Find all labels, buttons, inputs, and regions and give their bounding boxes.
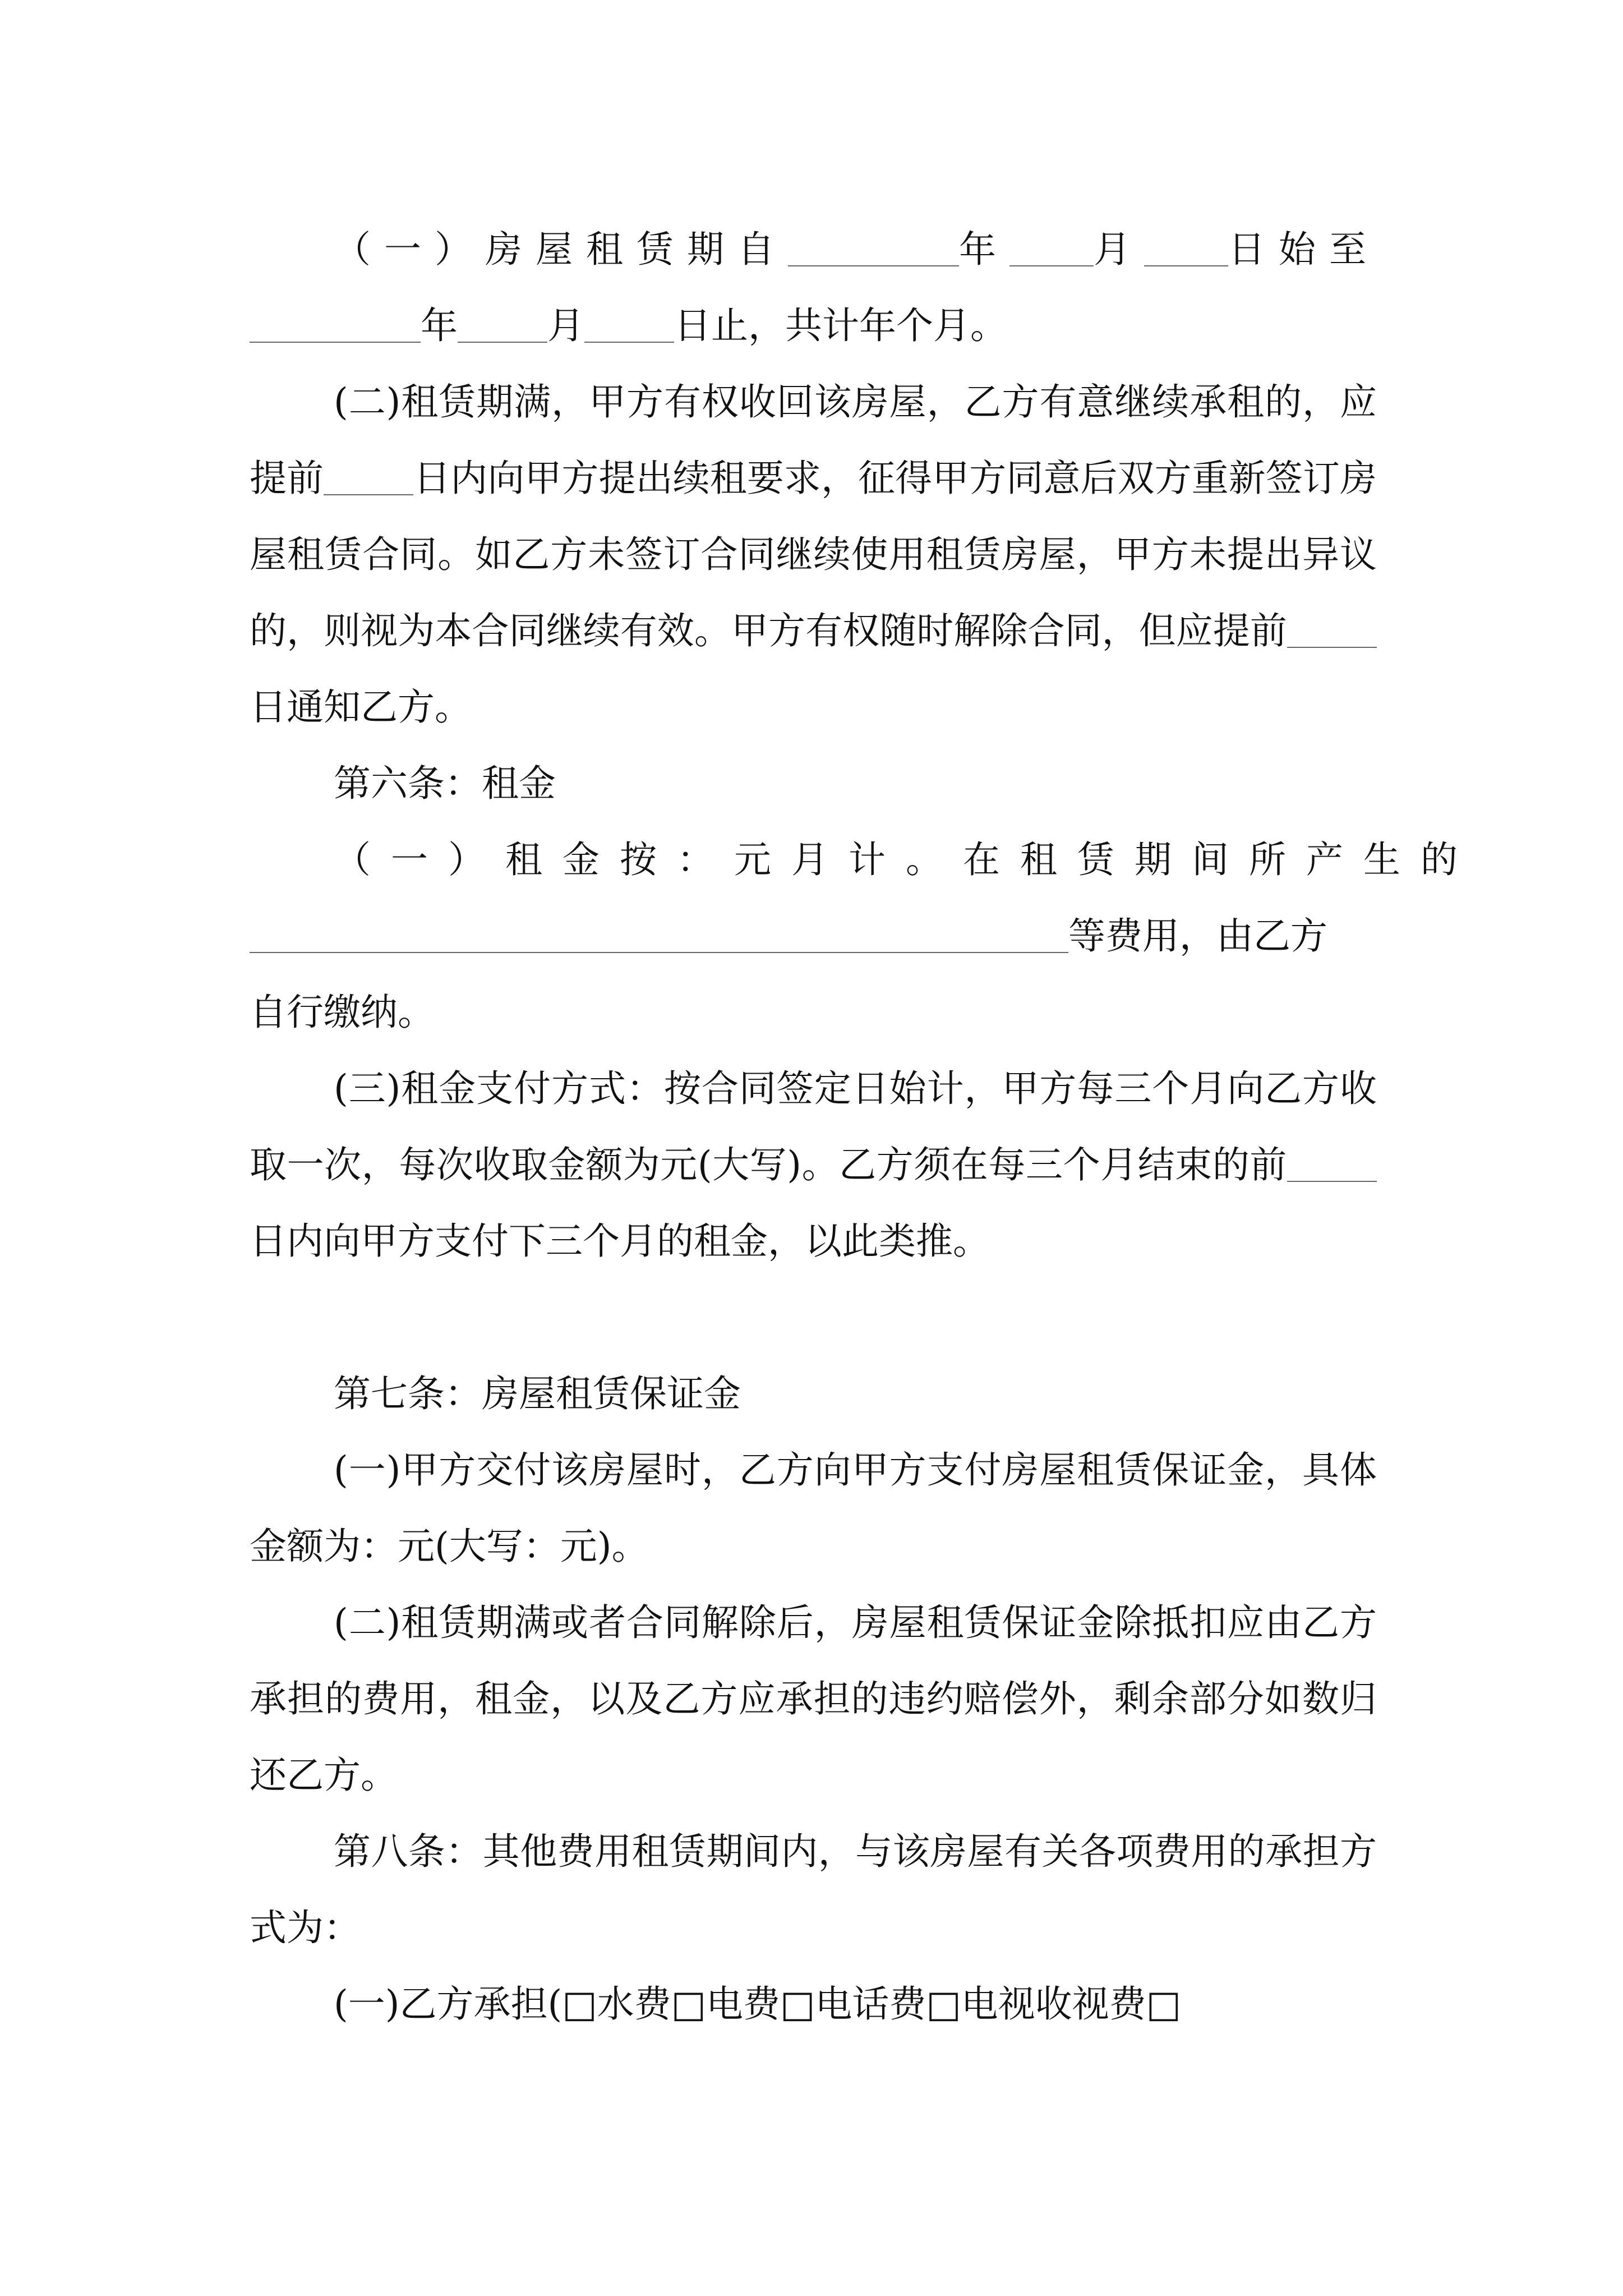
renewal-text-c: 日通知乙方。 [250,685,472,729]
deposit-paragraph-2: (二)租赁期满或者合同解除后，房屋租赁保证金除抵扣应由乙方承担的费用，租金，以及乙方应承担的违约赔偿外，剩余部分如数归还乙方。 [250,1601,1377,1797]
rent-line-3: 自行缴纳。 [250,991,435,1034]
end-month-blank [458,305,547,343]
start-month-blank [1009,228,1094,266]
renewal-days-blank [324,457,413,495]
rent-line-2-tail: 等费用，由乙方 [1068,914,1327,958]
fee-items-blank [250,915,1068,953]
rent-line-2 [250,898,1327,974]
start-year-label: 年 [959,228,1009,271]
tenant-fees-line: (一)乙方承担(□水费□电费□电话费□电视收视费□ [334,1982,1182,2026]
clause-8-heading: 第八条：其他费用租赁期间内，与该房屋有关各项费用的承担方式为： [250,1830,1377,1949]
end-day-blank [584,305,674,343]
clause-7-heading: 第七条：房屋租赁保证金 [334,1372,741,1415]
lease-term-line-1 [334,211,1380,288]
start-month-label: 月 [1094,228,1144,271]
end-year-label: 年 [421,304,458,347]
renewal-paragraph [250,364,1377,746]
notice-days-blank [1287,610,1377,648]
end-month-label: 月 [547,304,584,347]
payment-text-a: (三)租金支付方式：按合同签定日始计，甲方每三个月向乙方收取一次，每次收取金额为元(大写)。乙方须在每三个月结束的前 [250,1067,1377,1186]
deposit-paragraph-1: (一)甲方交付该房屋时，乙方向甲方支付房屋租赁保证金，具体金额为：元(大写：元)。 [250,1448,1377,1568]
renewal-text-a: (二)租赁期满，甲方有权收回该房屋，乙方有意继续承租的，应提前 [250,380,1377,500]
payment-method-paragraph [250,1051,1377,1280]
end-year-blank [250,305,421,343]
start-day-blank [1144,228,1228,266]
payment-text-b: 日内向甲方支付下三个月的租金，以此类推。 [250,1220,990,1263]
start-day-label: 日始至 [1228,228,1380,271]
lease-term-line-2 [250,288,1007,364]
end-day-label: 日止，共计年个月。 [674,304,1007,347]
payment-days-blank [1287,1144,1377,1182]
renewal-text-b: 日内向甲方提出续租要求，征得甲方同意后双方重新签订房屋租赁合同。如乙方未签订合同继续使用租赁房屋，甲方未提出异议的，则视为本合同继续有效。甲方有权随时解除合同，但应提前 [250,457,1377,652]
start-year-blank [788,228,959,266]
lease-term-prefix: （一）房屋租赁期自 [334,228,788,271]
rent-line-1: （一）租金按：元月计。在租赁期间所产生的 [334,838,1478,881]
clause-6-heading: 第六条：租金 [334,762,556,805]
